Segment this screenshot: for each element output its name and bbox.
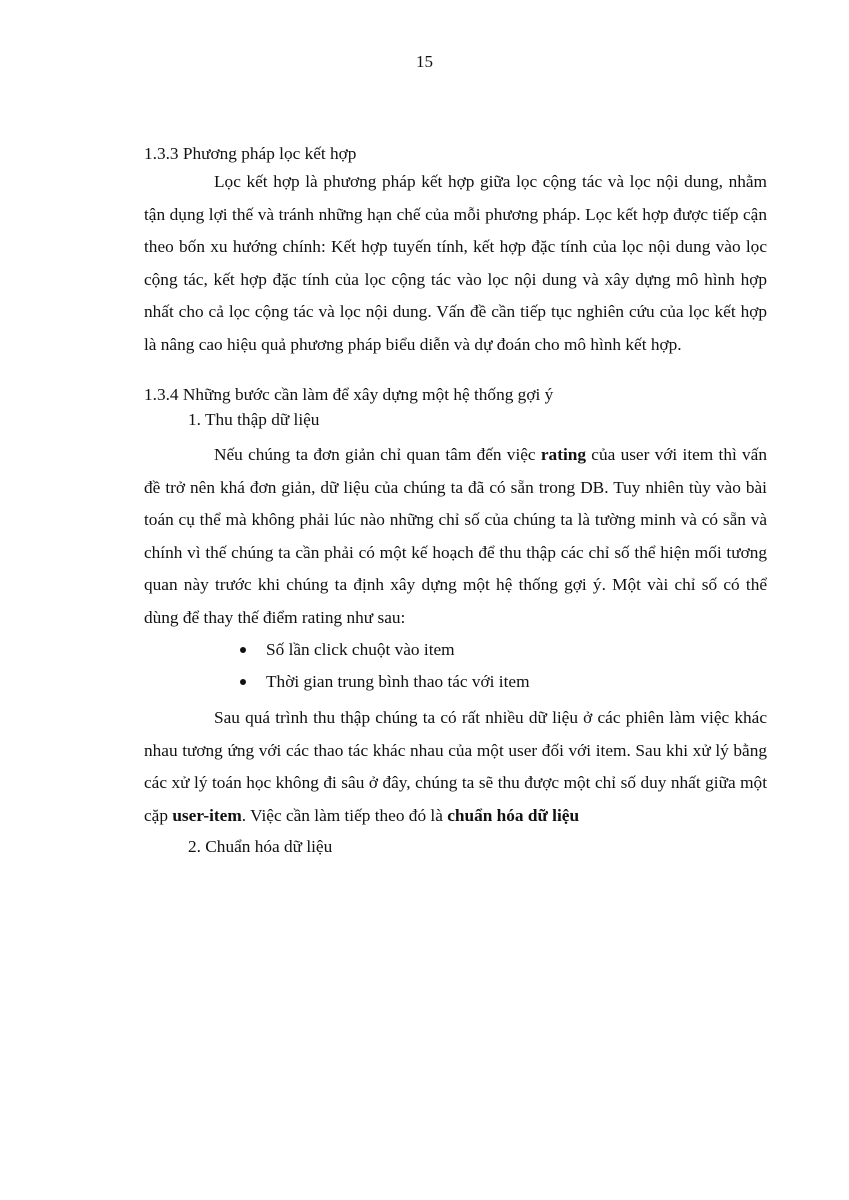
bullet-icon xyxy=(240,679,246,685)
step-2-label: 2. Chuẩn hóa dữ liệu xyxy=(188,837,333,856)
bold-term-user-item: user-item xyxy=(172,805,242,825)
list-item xyxy=(240,666,767,698)
bullet-icon xyxy=(240,647,246,653)
page-content xyxy=(144,142,767,860)
paragraph-text: . Việc cần làm tiếp theo đó là xyxy=(241,805,448,825)
paragraph-hybrid-filtering: Lọc kết hợp là phương pháp kết hợp giữa lọc cộng tác và lọc nội dung, nhằm tận dụng lợi thế và tránh những hạn chế của mỗi phương pháp. Lọc kết hợp được tiếp cận theo bốn xu hướng chính: Kết hợp tuyến tính, kết hợp đặc tính của lọc nội dung vào lọc cộng tác, kết hợp đặc tính của lọc cộng tác vào lọc nội dung và xây dựng mô hình hợp nhất cho cả lọc cộng tác và lọc nội dung. Vấn đề cần tiếp tục nghiên cứu của lọc kết hợp là nâng cao hiệu quả phương pháp biểu diễn và dự đoán cho mô hình kết hợp. xyxy=(144,172,767,354)
step-1-label: 1. Thu thập dữ liệu xyxy=(188,410,320,429)
paragraph-after-collection xyxy=(144,702,767,832)
list-item xyxy=(240,634,767,666)
paragraph-text: của user với item thì vấn đề trở nên khá đơn giản, dữ liệu của chúng ta đã có sẵn trong DB. Tuy nhiên tùy vào bài toán cụ thể mà không phải lúc nào những chỉ số của chúng ta là tường minh và có sẵn và chính vì thế chúng ta cần phải có một kế hoạch để thu thập các chỉ số thể hiện mối tương quan này trước khi chúng ta định xây dựng một hệ thống gợi ý. Một vài chỉ số có thể dùng để thay thế điểm rating như sau: xyxy=(144,445,767,627)
paragraph-text: Nếu chúng ta đơn giản chỉ quan tâm đến việc xyxy=(214,445,541,464)
paragraph-data-collection xyxy=(144,439,767,634)
section-heading-1-3-4: 1.3.4 Những bước cần làm để xây dựng một hệ thống gợi ý xyxy=(144,385,554,404)
bold-term-rating: rating xyxy=(540,445,587,464)
section-spacer xyxy=(144,361,767,383)
list-item-text: Thời gian trung bình thao tác với item xyxy=(266,672,530,691)
section-heading-1-3-3: 1.3.3 Phương pháp lọc kết hợp xyxy=(144,144,357,163)
bold-term-normalize-data: chuẩn hóa dữ liệu xyxy=(447,805,580,825)
page-number: 15 xyxy=(416,52,433,71)
metric-bullet-list xyxy=(144,634,767,698)
list-item-text: Số lần click chuột vào item xyxy=(266,640,455,659)
paragraph-text: Sau quá trình thu thập chúng ta có rất nhiều dữ liệu ở các phiên làm việc khác nhau tương ứng với các thao tác khác nhau của một user đối với item. Sau khi xử lý bằng các xử lý toán học không đi sâu ở đây, chúng ta sẽ thu được một chỉ số duy nhất giữa một cặp xyxy=(144,708,767,825)
